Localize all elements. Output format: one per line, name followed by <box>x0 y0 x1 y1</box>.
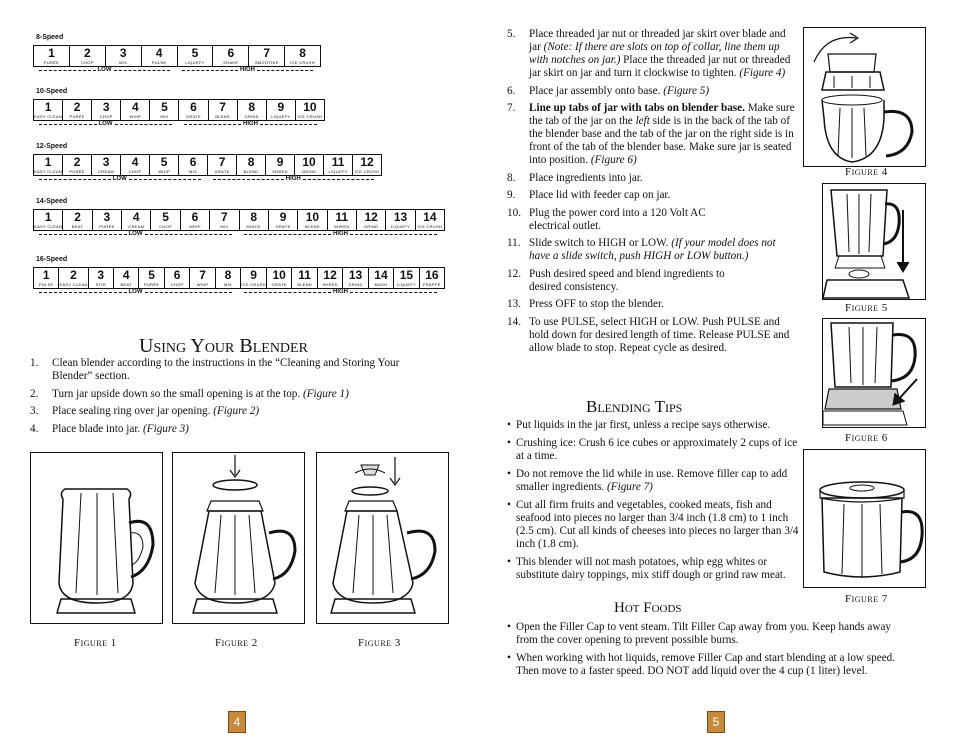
speed-name: LIQUEFY <box>396 282 417 287</box>
step-11: 11. Slide switch to HIGH or LOW. (If your model does not have a slide switch, push HIGH or LOW button.) <box>507 237 776 262</box>
tip-item: • Crushing ice: Crush 6 ice cubes or approximately 2 cups of ice at a time. <box>507 437 799 463</box>
speed-number: 3 <box>103 210 111 224</box>
hot-title: Hot Foods <box>614 600 682 616</box>
speed-number: 5 <box>148 268 155 282</box>
speed-number: 6 <box>191 210 199 224</box>
page-number-right: 5 <box>707 711 725 733</box>
speed-setting <box>298 210 327 230</box>
tip-item: • Put liquids in the jar first, unless a recipe says otherwise. <box>507 419 799 432</box>
speed-setting <box>92 100 121 120</box>
speed-number: 3 <box>97 268 105 282</box>
speed-number: 8 <box>250 210 258 224</box>
speed-name: LIQUEFY <box>328 169 348 174</box>
speed-number: 7 <box>263 46 271 60</box>
speed-name: GRIND <box>348 282 363 287</box>
speed-name: ICE CRUSH <box>354 169 380 174</box>
speed-number: 5 <box>161 100 168 114</box>
low-range-indicator: LOW <box>37 289 234 295</box>
speed-number: 10 <box>302 155 316 169</box>
step-8: 8. Place ingredients into jar. <box>507 171 643 184</box>
speed-number: 9 <box>279 210 287 224</box>
low-range-indicator: LOW <box>37 67 172 73</box>
speed-name: GRATE <box>271 282 287 287</box>
hot-list <box>507 621 907 683</box>
speed-setting <box>386 210 415 230</box>
speed-setting <box>34 46 70 66</box>
speed-number: 5 <box>162 210 169 224</box>
figure-2-caption: Figure 2 <box>215 637 258 649</box>
speed-name: BEAT <box>71 224 84 229</box>
speed-number: 12 <box>364 210 378 224</box>
high-range-indicator: HIGH <box>242 231 439 237</box>
speed-name: SHRED <box>272 169 288 174</box>
speed-setting <box>142 46 178 66</box>
speed-name: CHOP <box>128 169 142 174</box>
speed-name: LIQUEFY <box>185 60 205 65</box>
speed-name: LIQUEFY <box>271 114 291 119</box>
low-range-indicator: LOW <box>37 121 174 127</box>
speed-name: MIX <box>160 114 169 119</box>
speed-number: 14 <box>423 210 437 224</box>
speed-setting <box>353 155 381 175</box>
tip-item: • Cut all firm fruits and vegetables, cooked meats, fish and seafood into pieces no larger than 3/4 inch (1.8 cm) to 1 inch (2.5 cm). Cut all kinds of cheeses into pieces no larger than 3/4 inch (1.8 cm). <box>507 499 799 551</box>
speed-number: 12 <box>360 155 374 169</box>
speed-setting <box>165 268 190 288</box>
speed-setting <box>266 155 295 175</box>
speed-panel <box>33 99 325 121</box>
speed-name: ICE CRUSH <box>290 60 315 65</box>
speed-setting <box>179 155 208 175</box>
speed-setting <box>34 210 63 230</box>
speed-number: 8 <box>299 46 306 60</box>
speed-setting <box>318 268 343 288</box>
speed-name: GRATE <box>214 169 230 174</box>
speed-setting <box>394 268 419 288</box>
speed-name: SHRED <box>322 282 338 287</box>
speed-setting <box>328 210 357 230</box>
high-range-indicator: HIGH <box>211 176 377 182</box>
tip-item: • Do not remove the lid while in use. Remove filler cap to add smaller ingredients. (Figure 7) <box>507 468 799 494</box>
speed-name: GRIND <box>244 114 259 119</box>
speed-name: PURÉE <box>69 169 85 174</box>
speed-name: GRATE <box>186 114 201 119</box>
low-range-indicator: LOW <box>37 176 203 182</box>
speed-number: 5 <box>191 46 199 60</box>
using-steps <box>30 357 430 440</box>
speed-number: 7 <box>199 268 206 282</box>
speed-number: 2 <box>83 46 91 60</box>
speed-number: 6 <box>173 268 181 282</box>
speed-number: 8 <box>224 268 232 282</box>
speed-name: BLEND <box>243 169 259 174</box>
speed-name: EASY CLEAN <box>34 224 63 229</box>
speed-setting <box>150 155 179 175</box>
speed-number: 4 <box>131 100 139 114</box>
step-4: 4. Place blade into jar. (Figure 3) <box>30 422 189 435</box>
speed-name: PULSE <box>151 60 167 65</box>
speed-name: EASY CLEAN <box>34 169 63 174</box>
figure-3-image <box>316 452 449 624</box>
figure-5-caption: Figure 5 <box>845 302 888 314</box>
using-title: Using Your Blender <box>139 335 308 357</box>
speed-setting <box>70 46 106 66</box>
speed-setting <box>208 155 237 175</box>
speed-panel-label: 16-Speed <box>36 256 68 263</box>
speed-number: 10 <box>303 100 317 114</box>
speed-name: BEAT <box>120 282 132 287</box>
speed-name: MIX <box>224 282 233 287</box>
speed-number: 8 <box>248 100 256 114</box>
speed-number: 1 <box>44 155 52 169</box>
speed-setting <box>324 155 353 175</box>
speed-name: EASY CLEAN <box>59 282 88 287</box>
speed-name: WHIP <box>129 114 142 119</box>
speed-name: MIX <box>220 224 229 229</box>
speed-number: 9 <box>277 100 285 114</box>
speed-number: 9 <box>250 268 257 282</box>
speed-setting <box>34 268 59 288</box>
speed-setting <box>92 155 121 175</box>
speed-name: CHOP <box>99 114 113 119</box>
speed-setting <box>34 100 63 120</box>
speed-name: WHIP <box>189 224 201 229</box>
step-10: 10. Plug the power cord into a 120 Volt AC electrical outlet. <box>507 206 706 232</box>
speed-panel-label: 14-Speed <box>36 198 68 205</box>
figure-3-caption: Figure 3 <box>358 637 401 649</box>
speed-name: MIX <box>189 169 198 174</box>
speed-name: GRIND <box>301 169 317 174</box>
speed-name: PURÉE <box>69 114 85 119</box>
speed-panel-label: 10-Speed <box>36 88 68 95</box>
speed-number: 2 <box>70 268 77 282</box>
speed-name: MIX <box>119 60 128 65</box>
high-range-indicator: HIGH <box>182 121 319 127</box>
speed-setting <box>34 155 63 175</box>
speed-name: CHOP <box>80 60 94 65</box>
speed-name: EASY CLEAN <box>34 114 63 119</box>
speed-number: 4 <box>122 268 130 282</box>
speed-name: LIQUEFY <box>390 224 411 229</box>
speed-name: CHOP <box>159 224 172 229</box>
hot-item: • Open the Filler Cap to vent steam. Tilt Filler Cap away from you. Keep hands away from the cover opening to prevent possible burns. <box>507 621 907 647</box>
speed-setting <box>122 210 151 230</box>
speed-name: MASH <box>374 282 388 287</box>
figure-2-image <box>172 452 305 624</box>
speed-name: FRAPPÉ <box>422 282 441 287</box>
speed-name: PURÉE <box>144 282 160 287</box>
low-range-indicator: LOW <box>37 231 234 237</box>
speed-number: 4 <box>132 210 140 224</box>
speed-number: 14 <box>374 268 388 282</box>
speed-number: 1 <box>42 268 50 282</box>
speed-number: 15 <box>399 268 414 282</box>
speed-name: WHIP <box>158 169 170 174</box>
speed-name: CHOP <box>170 282 184 287</box>
speed-panel-label: 8-Speed <box>36 34 64 41</box>
figure-4-image <box>803 27 926 167</box>
speed-setting <box>139 268 164 288</box>
speed-number: 5 <box>160 155 168 169</box>
speed-number: 4 <box>131 155 139 169</box>
speed-name: BLEND <box>297 282 313 287</box>
speed-panel <box>33 154 382 176</box>
speed-number: 12 <box>323 268 337 282</box>
speed-setting <box>93 210 122 230</box>
step-5: 5. Place threaded jar nut or threaded jar skirt over blade and jar (Note: If there are slots on top of collar, line them up with notches on jar.) Place the threaded jar nut or threaded jar skirt on jar and turn it clockwise to tighten. (Figure 4) <box>507 28 791 79</box>
speed-name: SHAKE <box>223 60 239 65</box>
speed-name: BLEND <box>304 224 320 229</box>
high-range-indicator: HIGH <box>242 289 439 295</box>
speed-setting <box>216 268 241 288</box>
figure-5-image <box>822 183 926 300</box>
figure-6-image <box>822 318 926 428</box>
speed-number: 3 <box>102 155 110 169</box>
speed-setting <box>121 100 150 120</box>
speed-name: GRATE <box>275 224 291 229</box>
step-13: 13. Press OFF to stop the blender. <box>507 298 664 310</box>
speed-number: 13 <box>348 268 363 282</box>
speed-setting <box>295 155 324 175</box>
speed-number: 11 <box>335 210 349 224</box>
speed-name: PURÉE <box>99 224 115 229</box>
speed-number: 6 <box>227 46 235 60</box>
speed-setting <box>369 268 394 288</box>
hot-item: • When working with hot liquids, remove Filler Cap and start blending at a low speed. Then move to a faster speed. DO NOT add liquid over the 4 cup (1 liter) level. <box>507 652 907 678</box>
speed-setting <box>150 100 179 120</box>
speed-setting <box>151 210 180 230</box>
speed-setting <box>285 46 320 66</box>
speed-setting <box>416 210 444 230</box>
step-12: 12. Push desired speed and blend ingredients to desired consistency. <box>507 267 725 293</box>
speed-number: 1 <box>44 100 52 114</box>
speed-setting <box>269 210 298 230</box>
speed-panel <box>33 209 445 231</box>
speed-number: 11 <box>298 268 311 282</box>
step-3: 3. Place sealing ring over jar opening. (Figure 2) <box>30 405 260 417</box>
figure-7-image <box>803 449 926 588</box>
step-14: 14. To use PULSE, select HIGH or LOW. Push PULSE and hold down for desired length of time. Release PULSE and allow blade to stop. Repeat cycle as desired. <box>507 315 790 354</box>
speed-number: 4 <box>155 46 163 60</box>
figure-1-image <box>30 452 163 624</box>
speed-name: CREAM <box>98 169 115 174</box>
speed-number: 10 <box>305 210 320 224</box>
speed-name: GRIND <box>363 224 379 229</box>
speed-name: STIR <box>95 282 106 287</box>
speed-setting <box>343 268 368 288</box>
speed-setting <box>296 100 324 120</box>
speed-setting <box>249 46 285 66</box>
speed-number: 3 <box>119 46 127 60</box>
speed-setting <box>121 155 150 175</box>
speed-setting <box>179 100 208 120</box>
speed-setting <box>292 268 317 288</box>
speed-number: 8 <box>247 155 255 169</box>
speed-name: WHIP <box>196 282 209 287</box>
speed-name: CREAM <box>128 224 145 229</box>
speed-name: BLEND <box>215 114 231 119</box>
speed-setting <box>63 155 92 175</box>
speed-panel <box>33 267 445 289</box>
speed-setting <box>209 100 238 120</box>
speed-name: PULSE <box>38 282 54 287</box>
figure-7-caption: Figure 7 <box>845 593 888 605</box>
speed-number: 1 <box>48 46 55 60</box>
speed-setting <box>241 268 267 288</box>
speed-number: 6 <box>190 100 197 114</box>
speed-setting <box>106 46 142 66</box>
speed-setting <box>59 268 88 288</box>
speed-number: 16 <box>425 268 439 282</box>
speed-name: ICE CRUSH <box>417 224 443 229</box>
figure-4-caption: Figure 4 <box>845 166 888 178</box>
speed-setting <box>238 100 267 120</box>
page-number-left: 4 <box>228 711 246 733</box>
speed-setting <box>210 210 239 230</box>
step-6: 6. Place jar assembly onto base. (Figure 5) <box>507 84 710 97</box>
speed-number: 2 <box>73 100 81 114</box>
speed-setting <box>114 268 139 288</box>
step-9: 9. Place lid with feeder cap on jar. <box>507 189 671 201</box>
speed-number: 3 <box>102 100 110 114</box>
tip-item: • This blender will not mash potatoes, whip egg whites or substitute dairy toppings, mix stiff dough or grind raw meat. <box>507 556 799 582</box>
speed-number: 7 <box>218 155 226 169</box>
speed-setting <box>267 268 292 288</box>
speed-name: MINCE <box>246 224 261 229</box>
speed-number: 6 <box>189 155 197 169</box>
step-1: 1. Clean blender according to the instructions in the “Cleaning and Storing Your Blender” section. <box>30 357 400 382</box>
speed-name: ICE CRUSH <box>241 282 266 287</box>
speed-number: 7 <box>219 100 226 114</box>
speed-setting <box>420 268 444 288</box>
high-range-indicator: HIGH <box>180 67 315 73</box>
speed-setting <box>181 210 210 230</box>
speed-panel <box>33 45 321 67</box>
speed-name: PURÉE <box>43 60 60 65</box>
assembly-steps <box>507 28 799 359</box>
speed-number: 11 <box>331 155 345 169</box>
speed-setting <box>267 100 296 120</box>
speed-number: 7 <box>220 210 228 224</box>
figure-1-caption: Figure 1 <box>74 637 117 649</box>
speed-setting <box>357 210 386 230</box>
speed-setting <box>63 210 92 230</box>
speed-setting <box>240 210 269 230</box>
speed-number: 1 <box>44 210 52 224</box>
speed-number: 2 <box>74 210 81 224</box>
speed-name: SMOOTHIE <box>254 60 279 65</box>
speed-setting <box>178 46 214 66</box>
speed-name: SHRED <box>334 224 350 229</box>
tips-title: Blending Tips <box>586 397 683 416</box>
step-2: 2. Turn jar upside down so the small opening is at the top. (Figure 1) <box>30 387 349 400</box>
speed-setting <box>89 268 114 288</box>
speed-number: 13 <box>393 210 408 224</box>
speed-setting <box>213 46 249 66</box>
speed-number: 2 <box>73 155 81 169</box>
speed-number: 9 <box>276 155 284 169</box>
tips-list <box>507 419 799 587</box>
speed-setting <box>237 155 266 175</box>
speed-setting <box>63 100 92 120</box>
step-7: 7. Line up tabs of jar with tabs on blender base. Make sure the tab of the jar on the left side is in the back of the tab of the blender base and the tab of the jar on the right side is in front of the tab of the blender base. Make sure jar is seated into position. (Figure 6) <box>507 102 795 166</box>
speed-setting <box>190 268 215 288</box>
speed-panel-label: 12-Speed <box>36 143 68 150</box>
speed-name: ICE CRUSH <box>297 114 323 119</box>
figure-6-caption: Figure 6 <box>845 432 888 444</box>
speed-number: 10 <box>272 268 286 282</box>
